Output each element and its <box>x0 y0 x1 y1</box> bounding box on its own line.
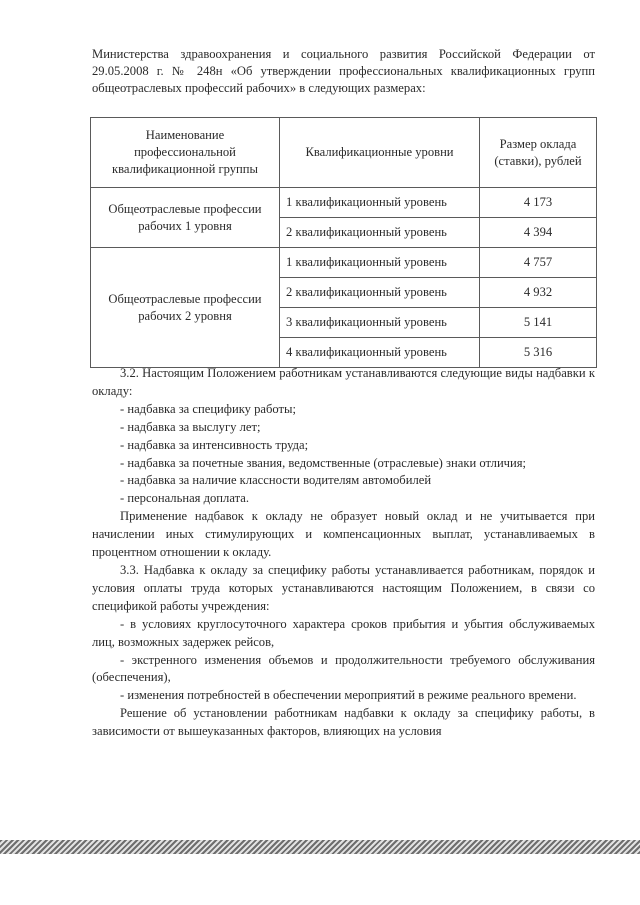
paragraph-3-2: 3.2. Настоящим Положением работникам устанавливаются следующие виды надбавки к окладу: <box>92 366 595 398</box>
salary-cell: 5 141 <box>480 308 597 338</box>
scan-edge-stripe <box>0 840 640 854</box>
list-item: - экстренного изменения объемов и продолжительности требуемого обслуживания (обеспечения), <box>92 652 595 685</box>
list-item: - персональная доплата. <box>120 491 249 506</box>
table-row <box>91 188 597 218</box>
paragraph-application: Применение надбавок к окладу не образует новый оклад и не учитывается при начислении иных стимулирующих и компенсационных выплат, устанавливаемых в процентном отношении к окладу. <box>92 509 595 560</box>
list-item: - надбавка за почетные звания, ведомственные (отраслевые) знаки отличия; <box>120 455 527 470</box>
level-cell: 4 квалификационный уровень <box>280 338 480 368</box>
salary-cell: 4 173 <box>480 188 597 218</box>
intro-text: Министерства здравоохранения и социального развития Российской Федерации от 29.05.2008 г. № 248н «Об утверждении профессиональных квалификационных групп общеотраслевых профессий рабочих» в следующих размерах: <box>92 47 595 95</box>
header-group-name: Наименование профессиональной квалификационной группы <box>91 118 280 188</box>
level-cell: 3 квалификационный уровень <box>280 308 480 338</box>
level-cell: 1 квалификационный уровень <box>280 188 480 218</box>
table-row <box>91 248 597 278</box>
salary-cell: 4 757 <box>480 248 597 278</box>
level-cell: 2 квалификационный уровень <box>280 278 480 308</box>
salary-cell: 4 932 <box>480 278 597 308</box>
paragraph-decision: Решение об установлении работникам надбавки к окладу за специфику работы, в зависимости от вышеуказанных факторов, влияющих на условия <box>92 706 595 739</box>
level-cell: 2 квалификационный уровень <box>280 218 480 248</box>
list-item: - надбавка за наличие классности водителям автомобилей <box>120 473 432 488</box>
paragraph-3-3: 3.3. Надбавка к окладу за специфику работы устанавливается работникам, порядок и условия оплаты труда которых устанавливаются настоящим Положением, в связи со спецификой работы учреждения: <box>92 562 595 613</box>
document-body <box>92 365 595 741</box>
header-qualification-levels: Квалификационные уровни <box>280 118 480 188</box>
list-item: - надбавка за специфику работы; <box>120 401 296 416</box>
salary-table <box>90 117 597 368</box>
intro-paragraph <box>92 46 595 97</box>
group-name-cell: Общеотраслевые профессии рабочих 1 уровня <box>91 188 280 248</box>
list-item: - изменения потребностей в обеспечении мероприятий в режиме реального времени. <box>120 688 577 703</box>
salary-cell: 5 316 <box>480 338 597 368</box>
list-item: - в условиях круглосуточного характера сроков прибытия и убытия обслуживаемых лиц, возможных задержек рейсов, <box>92 616 595 649</box>
level-cell: 1 квалификационный уровень <box>280 248 480 278</box>
table-header-row <box>91 118 597 188</box>
salary-cell: 4 394 <box>480 218 597 248</box>
header-salary: Размер оклада (ставки), рублей <box>480 118 597 188</box>
group-name-cell: Общеотраслевые профессии рабочих 2 уровня <box>91 248 280 368</box>
list-item: - надбавка за выслугу лет; <box>120 419 261 434</box>
list-item: - надбавка за интенсивность труда; <box>120 437 309 452</box>
